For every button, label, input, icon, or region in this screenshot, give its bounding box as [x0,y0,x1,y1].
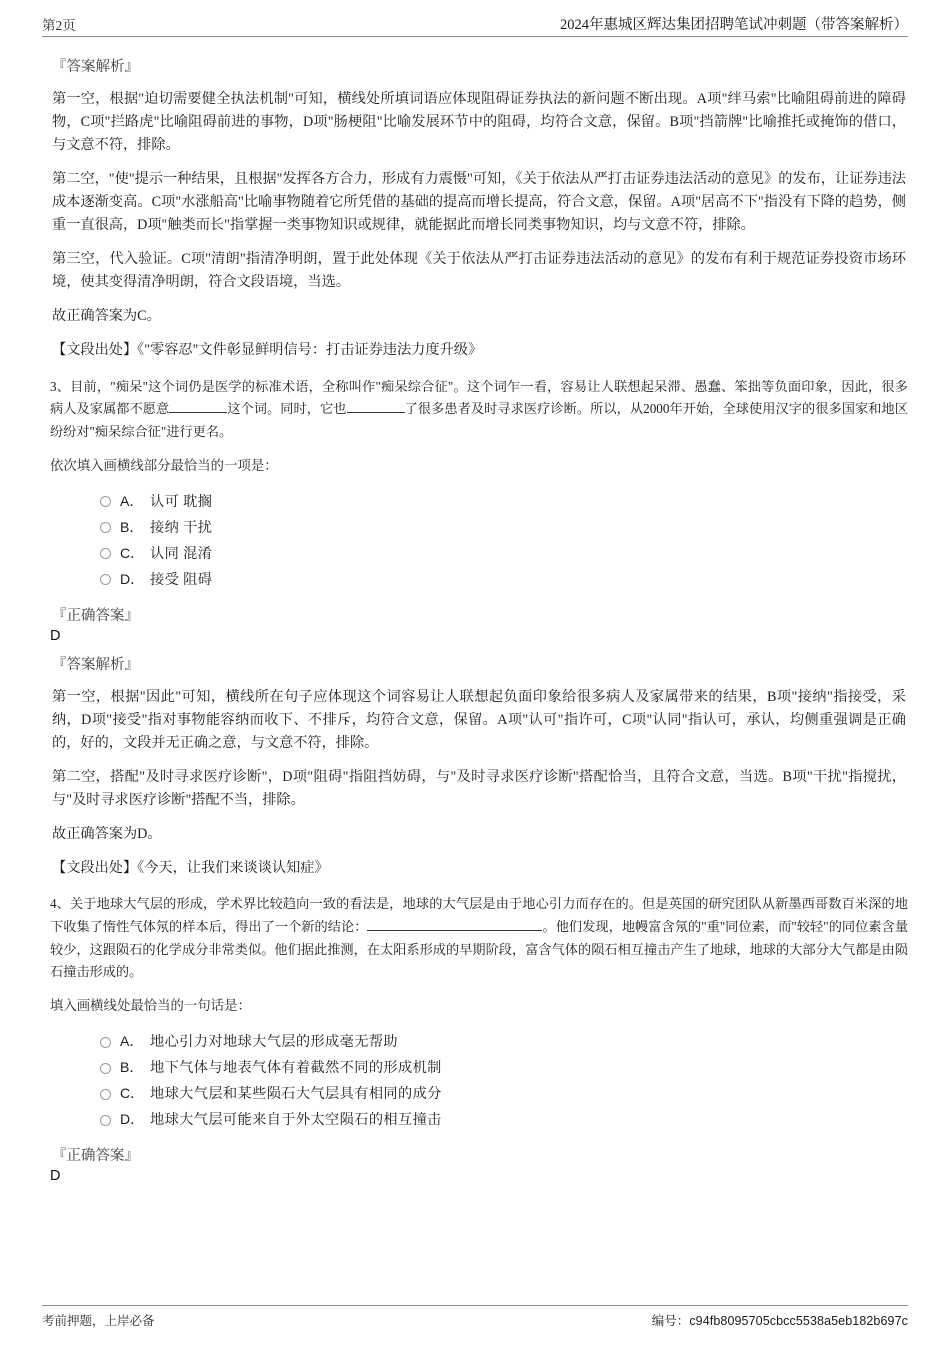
option-a[interactable] [100,488,908,514]
option-d[interactable] [100,1106,908,1132]
option-label: 接受 阻碍 [150,571,213,588]
option-key: C． [120,1085,145,1102]
option-b[interactable] [100,514,908,540]
radio-icon[interactable] [100,522,111,533]
analysis-label: 『答案解析』 [52,59,139,75]
blank-1 [169,412,227,413]
question-3-stem-part-3: 了很多患者及时寻求医疗诊断。所以，从2000年开始，全球使用汉字的很多国家和地区纷纷对"痴呆综合征"进行更名。 [50,401,908,440]
option-label: 认可 耽搁 [150,493,213,510]
option-label: 地心引力对地球大气层的形成毫无帮助 [150,1034,398,1051]
radio-icon[interactable] [100,1063,111,1074]
analysis-label: 『答案解析』 [52,656,139,673]
source-line [42,339,908,362]
question-4-prompt: 填入画横线处最恰当的一句话是： [50,998,251,1014]
footer-slogan: 考前押题，上岸必备 [42,1314,155,1328]
analysis-conclusion: 故正确答案为C。 [52,308,161,325]
analysis-paragraph-3: 第三空，代入验证。C项"清朗"指清净明朗，置于此处体现《关于依法从严打击证券违法活动的意见》的发布有利于规范证券投资市场环境，使其变得清净明朗，符合文段语境，当选。 [52,251,906,291]
question-3-analysis-paragraph-2: 第二空，搭配"及时寻求医疗诊断"，D项"阻碍"指阻挡妨碍，与"及时寻求医疗诊断"搭配恰当，且符合文意，当选。B项"干扰"指搅扰，与"及时寻求医疗诊断"搭配不当，排除。 [52,768,906,808]
option-label: 地球大气层和某些陨石大气层具有相同的成分 [150,1086,442,1103]
analysis-paragraph-1: 第一空，根据"迫切需要健全执法机制"可知，横线处所填词语应体现阻碍证券执法的新问题不断出现。A项"绊马索"比喻阻碍前进的障碍物，C项"拦路虎"比喻阻碍前进的事物，D项"肠梗阻"比喻发展环节中的阻碍，均符合文意，保留。B项"挡箭牌"比喻推托或掩饰的借口，与文意不符，排除。 [52,91,906,154]
radio-icon[interactable] [100,1037,111,1048]
question-4-stem-part-1: 4、关于地球大气层的形成，学术界比较趋向一致的看法是，地球的大气层是由于地心引力而存在的。但是英国的研究团队从新墨西哥数百米深的地下收集了惰性气体氖的样本后，得出了一个新的结论： [50,896,908,934]
page-footer [42,1305,908,1329]
option-d[interactable] [100,566,908,592]
source-label: 【文段出处】 [52,342,138,359]
question-3-stem-part-1: 3、目前，"痴呆"这个词仍是医学的标准术语，全称叫作"痴呆综合征"。这个词乍一看，容易让人联想起呆滞、愚蠢、笨拙等负面印象，因此，很多病人及家属都不愿意 [50,378,908,417]
question-4-options [42,1028,908,1132]
option-key: D． [120,570,145,587]
footer-code-label: 编号： [651,1314,690,1328]
question-3-prompt: 依次填入画横线部分最恰当的一项是： [50,457,278,473]
question-3-analysis-conclusion: 故正确答案为D。 [52,825,162,842]
question-4-stem [42,893,908,984]
question-2-analysis [42,57,908,362]
option-a[interactable] [100,1028,908,1054]
footer-code [652,1311,908,1329]
document-title: 2024年惠城区辉达集团招聘笔试冲刺题（带答案解析） [560,17,908,33]
option-key: B． [120,518,144,535]
source-label: 【文段出处】 [52,859,138,876]
question-4-stem-part-2: 。他们发现，地幔富含氖的"重"同位素，而"较轻"的同位素含量较少，这跟陨石的化学成分非常类似。他们据此推测，在太阳系形成的早期阶段，富含气体的陨石相互撞击产生了地球，地球的大部分大气都是由陨石撞击形成的。 [50,918,909,980]
option-label: 地球大气层可能来自于外太空陨石的相互撞击 [150,1112,442,1129]
question-3-options [42,488,908,592]
question-3-stem [42,376,908,444]
radio-icon[interactable] [100,1115,111,1126]
option-key: C． [120,544,145,561]
option-label: 地下气体与地表气体有着截然不同的形成机制 [150,1060,442,1077]
analysis-paragraph-2: 第二空，"使"提示一种结果，且根据"发挥各方合力，形成有力震慑"可知，《关于依法从严打击证券违法活动的意见》的发布，让证券违法成本逐渐变高。C项"水涨船高"比喻事物随着它所凭借的基础的提高而增长提高，符合文意，保留。A项"居高不下"指没有下降的趋势，侧重一直很高，D项"触类而长"指掌握一类事物知识或规律，就能据此而增长同类事物知识，均与文意不符，排除。 [52,171,906,234]
blank-1 [367,930,542,931]
footer-code-value: c94fb8095705cbcc5538a5eb182b697c [689,1314,908,1328]
option-key: A． [120,1033,144,1050]
source-title: 《今天，让我们来谈谈认知症》 [137,859,329,876]
option-label: 认同 混淆 [150,545,213,562]
question-3 [42,376,908,880]
option-b[interactable] [100,1054,908,1080]
correct-answer-label: 『正确答案』 [52,607,139,624]
radio-icon[interactable] [100,1089,111,1100]
question-3-answer: D [50,627,61,644]
radio-icon[interactable] [100,574,111,585]
option-key: B． [120,1059,144,1076]
question-4 [42,893,908,1187]
correct-answer-label: 『正确答案』 [52,1148,139,1165]
option-key: A． [120,492,144,509]
option-label: 接纳 干扰 [150,519,213,536]
page-header [42,0,908,37]
question-3-analysis-paragraph-1: 第一空，根据"因此"可知，横线所在句子应体现这个词容易让人联想起负面印象给很多病人及家属带来的结果，B项"接纳"指接受，采纳，D项"接受"指对事物能容纳而收下、不排斥，均符合文意，保留。A项"认可"指许可，C项"认同"指认可，承认，均侧重强调是正确的，好的，文段并无正确之意，与文意不符，排除。 [52,688,906,751]
question-3-stem-part-2: 这个词。同时，它也 [227,401,347,417]
source-line [42,857,908,880]
blank-2 [347,412,405,413]
option-c[interactable] [100,1080,908,1106]
source-title: 《"零容忍"文件彰显鲜明信号：打击证券违法力度升级》 [137,342,483,359]
radio-icon[interactable] [100,496,111,507]
option-key: D． [120,1111,145,1128]
question-4-answer: D [50,1168,61,1185]
option-c[interactable] [100,540,908,566]
page-number: 第2页 [42,18,76,33]
radio-icon[interactable] [100,548,111,559]
